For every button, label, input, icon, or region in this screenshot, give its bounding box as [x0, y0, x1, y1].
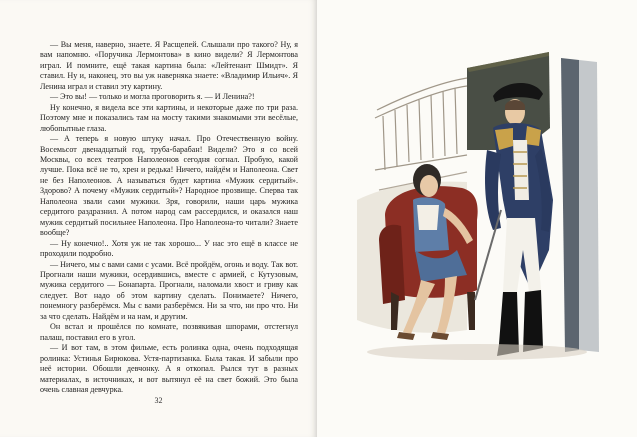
paragraph: Он встал и прошёлся по комнате, позвякивая шпорами, отстегнул палаш, поставил его в угол.: [40, 322, 298, 342]
paragraph: — И вот там, в этом фильме, есть ролинка одна, очень подходящая ролинка: Устинья Бирюкова. Устя-партизанка. Была такая. И забыли про неё истории. Обошли девчонку. А я откопал. Рылся тут в разных материалах, в источниках, и вот вытянул её на свет божий. Это была очень славная девчурка.: [40, 343, 298, 394]
right-page: [317, 0, 637, 437]
paragraph: — А теперь я новую штуку начал. Про Отечественную войну. Восемьсот двенадцатый год, труба-барабан! Видели? Это я со всей Москвы, со всех театров Наполеонов сегодня согнал. Пробую, какой лучше. Пока всё не то, хрен и редька! Ничего, найдём и Наполеона. Свет не без Наполеонов. А называться будет картина «Мужик сердитый». Здорово? А почему «Мужик сердитый»? Народное прозвище. Сперва так Наполеона звали сами мужики. Зря, говорили, наши царь мужика сердитого раздразнил. А потом народ сам рассердился, и оказался наш мужик сердитый посильнее Наполеона. Про Наполеона-то читали? Знаете вообще?: [40, 134, 298, 238]
left-page: [0, 0, 317, 437]
paragraph: — Вы меня, наверно, знаете. Я Расщепей. Слышали про такого? Ну, я вам напомню. «Поручика Лермонтова» в кино видели? Я Лермонтова играл. И помните, ещё такая картина была: «Лейтенант Шмидт». Я ставил. Ну и, наконец, это вы уж наверняка знаете: «Владимир Ильич». Я Ленина играл и ставил эту картину.: [40, 40, 298, 91]
paragraph: — Ну конечно!.. Хотя уж не так хорошо... У нас это ещё в классе не проходили подробно.: [40, 238, 298, 259]
page-number: 32: [154, 396, 163, 405]
body-text: [40, 40, 298, 395]
napoleon-illustration: [317, 0, 637, 437]
paragraph: — Это вы! — только и могла проговорить я. — И Ленина?!: [50, 92, 255, 102]
paragraph: — Ничего, мы с вами сами с усами. Всё пройдём, огонь и воду. Так вот. Прогнали наши мужики, осердившись, вместе с армией, с Кутузовым, мужика сердитого — Бонапарта. Прогнали, наломали хвост и гриву как следует. Вот надо об этом картину сделать. Понимаете? Ничего, понемногу разберёмся. Мы с вами разберёмся. Ни за что, ни про что. Ни за что сделать. Найдём и на нам, и другим.: [40, 259, 298, 321]
paragraph: Ну конечно, я видела все эти картины, и некоторые даже по три раза. Поэтому мне и показались там на мосту такими знакомыми эти весёлые, любопытные глаза.: [40, 102, 298, 133]
